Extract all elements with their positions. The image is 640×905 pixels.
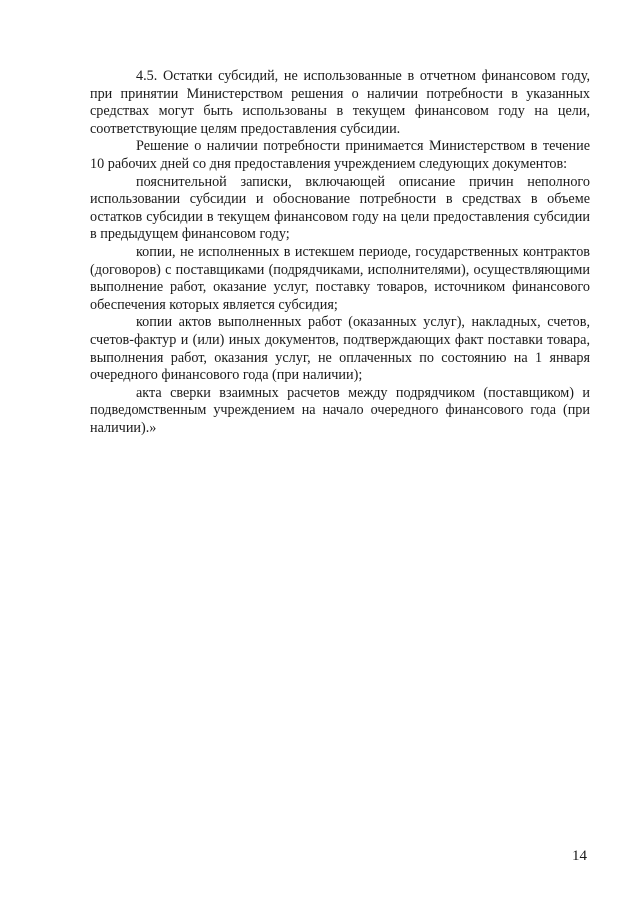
page-number: 14 [572,848,587,864]
paragraph-explanatory-note: пояснительной записки, включающей описание причин неполного использовании субсидии и обоснование потребности в средствах в объеме остатков субсидии в текущем финансовом году на цели предоставления субсидии в предыдущем финансовом году; [90,173,590,243]
paragraph-4-5: 4.5. Остатки субсидий, не использованные в отчетном финансовом году, при принятии Министерством решения о наличии потребности в указанных средствах могут быть использованы в текущем финансовом году на цели, соответствующие целям предоставления субсидии. [90,68,590,137]
paragraph-acts-copies: копии актов выполненных работ (оказанных услуг), накладных, счетов, счетов-фактур и (или) иных документов, подтверждающих факт поставки товара, выполнения работ, оказания услуг, не оплаченных по состоянию на 1 января очередного финансового года (при наличии); [90,314,590,384]
document-body [90,68,590,437]
paragraph-reconciliation-act: акта сверки взаимных расчетов между подрядчиком (поставщиком) и подведомственным учреждением на начало очередного финансового года (при наличии).» [90,384,590,436]
paragraph-decision: Решение о наличии потребности принимается Министерством в течение 10 рабочих дней со дня предоставления учреждением следующих документов: [90,138,590,172]
paragraph-contract-copies: копии, не исполненных в истекшем периоде, государственных контрактов (договоров) с поставщиками (подрядчиками, исполнителями), осуществляющими выполнение работ, оказание услуг, поставку товаров, источником финансового обеспечения которых является субсидия; [90,243,590,313]
